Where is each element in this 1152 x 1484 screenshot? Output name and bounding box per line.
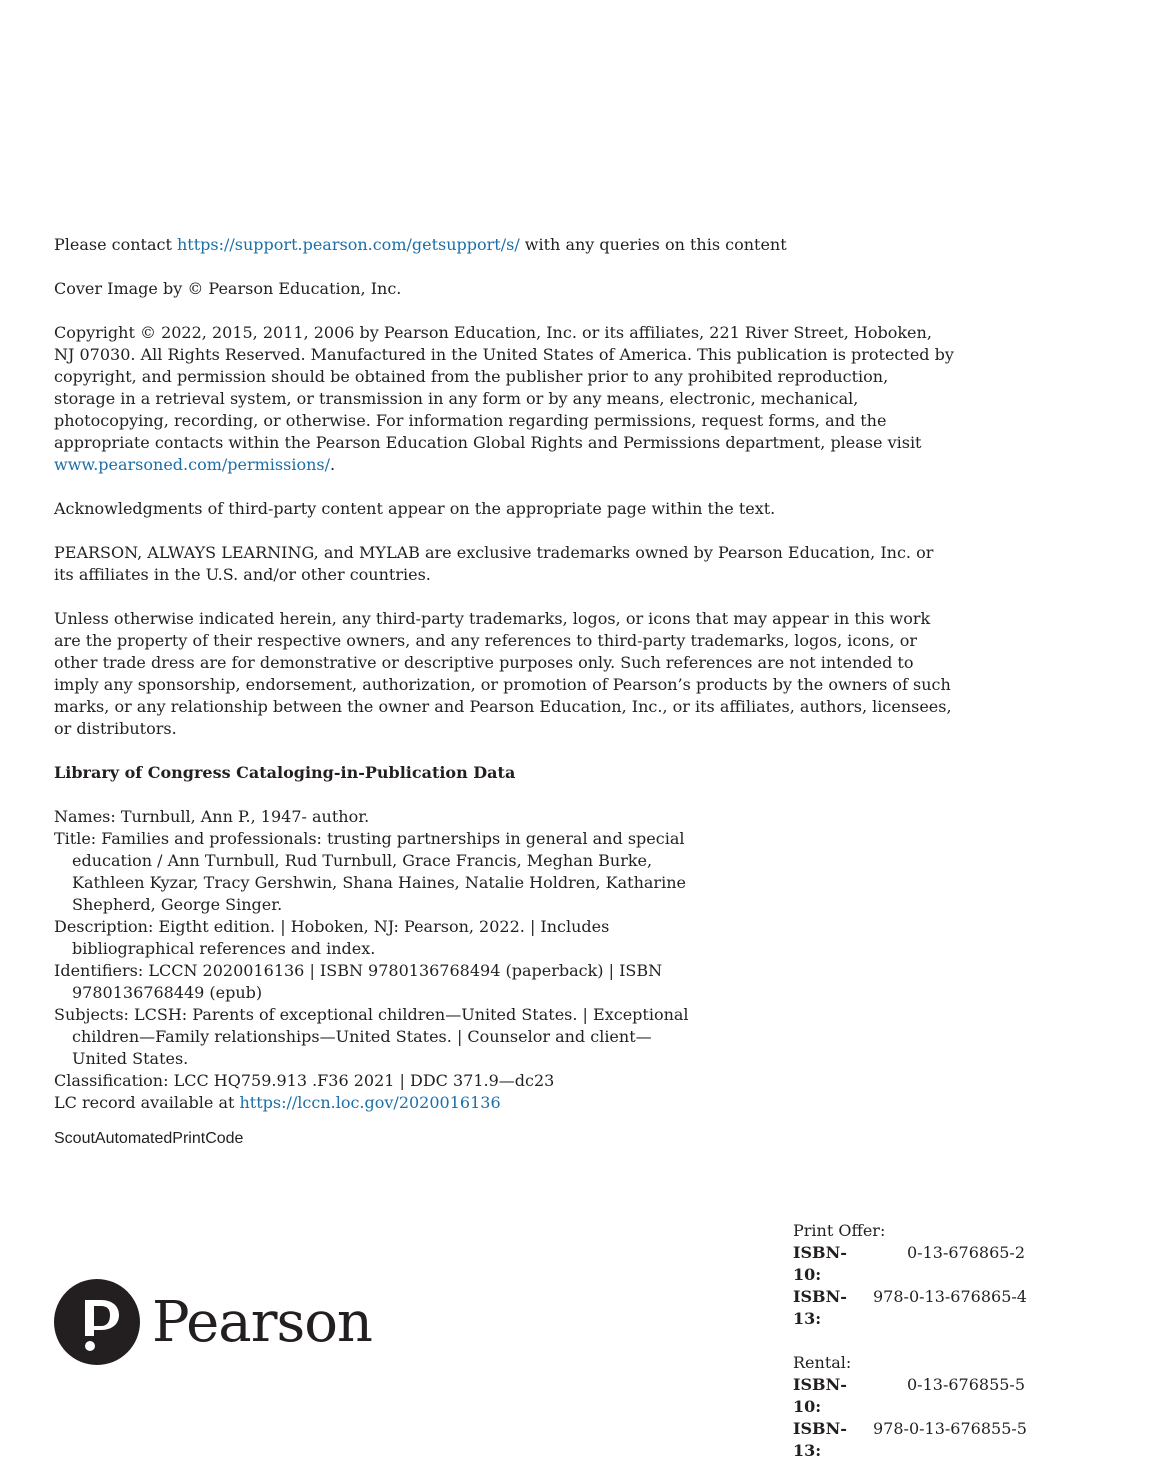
cip-identifiers: Identifiers: LCCN 2020016136 | ISBN 9780136768494 (paperback) | ISBN 9780136768449 (epub) <box>54 961 663 1002</box>
rental-isbn10-value: 0-13-676855-5 <box>907 1375 1026 1394</box>
cover-image-credit: Cover Image by © Pearson Education, Inc. <box>54 279 402 298</box>
trademarks-notice: PEARSON, ALWAYS LEARNING, and MYLAB are exclusive trademarks owned by Pearson Education, Inc. or its affiliates in the U.S. and/or other countries. <box>54 543 934 584</box>
print-isbn13-label: ISBN-13: <box>793 1287 847 1328</box>
print-offer <box>793 1220 1027 1330</box>
print-isbn13-row <box>793 1286 1027 1330</box>
pearson-wordmark: Pearson <box>152 1289 372 1355</box>
copyright-text: Copyright © 2022, 2015, 2011, 2006 by Pearson Education, Inc. or its affiliates, 221 River Street, Hoboken, NJ 07030. All Rights Reserved. Manufactured in the United States of America. This publication is protected by copyright, and permission should be obtained from the publisher prior to any prohibited reproduction, storage in a retrieval system, or transmission in any form or by any means, electronic, mechanical, photocopying, recording, or otherwise. For information regarding permissions, request forms, and the appropriate contacts within the Pearson Education Global Rights and Permissions department, please visit <box>54 323 954 452</box>
print-code: ScoutAutomatedPrintCode <box>54 1130 244 1147</box>
support-link[interactable]: https://support.pearson.com/getsupport/s/ <box>177 235 520 254</box>
cip-names: Names: Turnbull, Ann P., 1947- author. <box>54 807 370 826</box>
copyright-notice <box>54 322 954 476</box>
acknowledgments: Acknowledgments of third-party content appear on the appropriate page within the text. <box>54 499 776 518</box>
print-isbn10-label: ISBN-10: <box>793 1243 847 1284</box>
cip-classification: Classification: LCC HQ759.913 .F36 2021 | DDC 371.9—dc23 <box>54 1071 555 1090</box>
print-isbn10-value: 0-13-676865-2 <box>907 1243 1026 1262</box>
pearson-logo <box>54 1276 372 1368</box>
cip-lc-record <box>54 1092 694 1114</box>
rental-label: Rental: <box>793 1353 852 1372</box>
print-isbn10-row <box>793 1242 1027 1286</box>
cip-heading: Library of Congress Cataloging-in-Publication Data <box>54 763 516 782</box>
rental-isbn13-label: ISBN-13: <box>793 1419 847 1460</box>
print-isbn13-value: 978-0-13-676865-4 <box>873 1287 1027 1306</box>
copyright-suffix: . <box>330 455 336 474</box>
cip-subjects: Subjects: LCSH: Parents of exceptional children—United States. | Exceptional children—Family relationships—United States. | Counselor and client—United States. <box>54 1005 689 1068</box>
cip-title: Title: Families and professionals: trusting partnerships in general and special education / Ann Turnbull, Rud Turnbull, Grace Francis, Meghan Burke, Kathleen Kyzar, Tracy Gershwin, Shana Haines, Natalie Holdren, Katharine Shepherd, George Singer. <box>54 829 686 914</box>
rental-isbn13-value: 978-0-13-676855-5 <box>873 1419 1027 1438</box>
permissions-link[interactable]: www.pearsoned.com/permissions/ <box>54 455 330 474</box>
rental-isbn13-row <box>793 1418 1027 1462</box>
copyright-page <box>54 234 954 1150</box>
lccn-link[interactable]: https://lccn.loc.gov/2020016136 <box>239 1093 501 1112</box>
lc-record-prefix: LC record available at <box>54 1093 240 1112</box>
rental-isbn10-label: ISBN-10: <box>793 1375 847 1416</box>
rental-isbn10-row <box>793 1374 1027 1418</box>
rental-offer <box>793 1352 1027 1462</box>
contact-suffix: with any queries on this content <box>519 235 787 254</box>
print-offer-label: Print Offer: <box>793 1221 886 1240</box>
isbn-offers <box>793 1220 1027 1484</box>
contact-line <box>54 234 954 256</box>
cip-description: Description: Eigtht edition. | Hoboken, NJ: Pearson, 2022. | Includes bibliographical references and index. <box>54 917 610 958</box>
cip-data <box>54 806 694 1114</box>
third-party-notice: Unless otherwise indicated herein, any third-party trademarks, logos, or icons that may appear in this work are the property of their respective owners, and any references to third-party trademarks, logos, icons, or other trade dress are for demonstrative or descriptive purposes only. Such references are not intended to imply any sponsorship, endorsement, authorization, or promotion of Pearson’s products by the owners of such marks, or any relationship between the owner and Pearson Education, Inc., or its affiliates, authors, licensees, or distributors. <box>54 609 952 738</box>
contact-prefix: Please contact <box>54 235 177 254</box>
pearson-p-logo-icon <box>54 1276 140 1368</box>
